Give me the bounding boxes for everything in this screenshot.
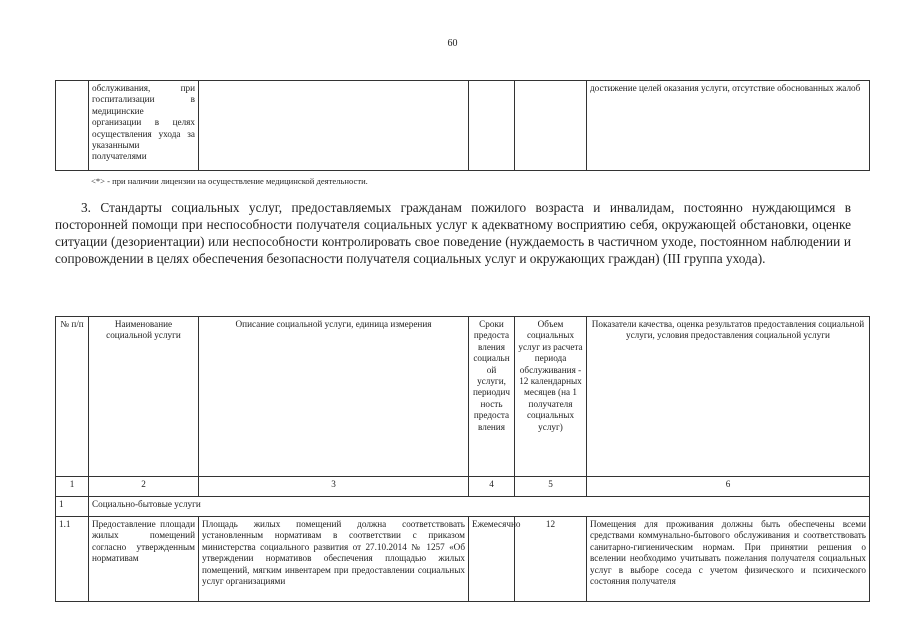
row-service-name <box>89 517 199 602</box>
row-quality <box>587 517 870 602</box>
row-volume-text: 12 <box>545 519 556 529</box>
standards-table <box>55 316 870 602</box>
header-num: № п/п <box>56 317 89 477</box>
col-number: 4 <box>469 477 515 497</box>
header-period: Сроки предоста вления социальн ой услуги, периодич ность предоста вления <box>469 317 515 477</box>
quality-cell: достижение целей оказания услуги, отсутствие обоснованных жалоб <box>587 81 870 171</box>
section-row <box>56 497 870 517</box>
col-number: 2 <box>89 477 199 497</box>
page-number: 60 <box>447 38 458 49</box>
service-name-cell: обслуживания, при госпитализации в медицинские организации в целях осуществления ухода за указанными получателями <box>89 81 199 171</box>
row-period <box>469 517 521 602</box>
header-quality: Показатели качества, оценка результатов предоставления социальной услуги, условия предоставления социальной услуги <box>587 317 870 477</box>
continued-table <box>55 80 870 171</box>
table-cell <box>199 81 469 171</box>
row-quality-text: Помещения для проживания должны быть обеспечены всеми средствами коммунально-бытового обслуживания и соответствовать санитарно-гигиеническим нормам. При принятии решения о вселении необходимо учитывать пожелания получателя социальных услуг в выборе соседа с учетом физического и психического состояния получателя <box>590 519 866 587</box>
row-service-name-text: Предоставление площади жилых помещений согласно утвержденным нормативам <box>92 519 195 564</box>
header-volume: Объем социальных услуг из расчета периода обслуживания - 12 календарных месяцев (на 1 получателя социальных услуг) <box>515 317 587 477</box>
header-row <box>56 317 870 477</box>
table-row <box>56 517 870 602</box>
col-number: 1 <box>56 477 89 497</box>
table-cell <box>56 81 89 171</box>
row-volume <box>515 517 587 602</box>
row-num: 1.1 <box>56 517 89 602</box>
col-number: 6 <box>587 477 870 497</box>
row-description-text: Площадь жилых помещений должна соответствовать установленным нормативам в соответствии с приказом министерства социального развития от 27.10.2014 № 1257 «Об утверждении нормативов обеспечения площадью жилых помещений, мягким инвентарем при предоставлении социальных услуг организациями <box>202 519 465 587</box>
section-title: Социально-бытовые услуги <box>89 497 870 517</box>
column-number-row <box>56 477 870 497</box>
section-heading: 3. Стандарты социальных услуг, предоставляемых гражданам пожилого возраста и инвалидам, постоянно нуждающимся в посторонней помощи при неспособности получателя социальных услуг к адекватному восприятию себя, окружающей обстановки, оценке ситуации (дезориентации) или неспособности контролировать свое поведение (нуждаемость в частичном уходе, постоянном наблюдении и сопровождении в целях обеспечения безопасности получателя социальных услуг и окружающих граждан) (III группа ухода). <box>55 200 851 266</box>
row-period-text: Ежемесячно <box>472 519 521 529</box>
table-cell <box>469 81 515 171</box>
section-num: 1 <box>56 497 89 517</box>
row-description <box>199 517 469 602</box>
col-number: 5 <box>515 477 587 497</box>
header-name: Наименование социальной услуги <box>89 317 199 477</box>
footnote: <*> - при наличии лицензии на осуществление медицинской деятельности. <box>91 176 368 186</box>
col-number: 3 <box>199 477 469 497</box>
table-cell <box>515 81 587 171</box>
header-description: Описание социальной услуги, единица измерения <box>199 317 469 477</box>
